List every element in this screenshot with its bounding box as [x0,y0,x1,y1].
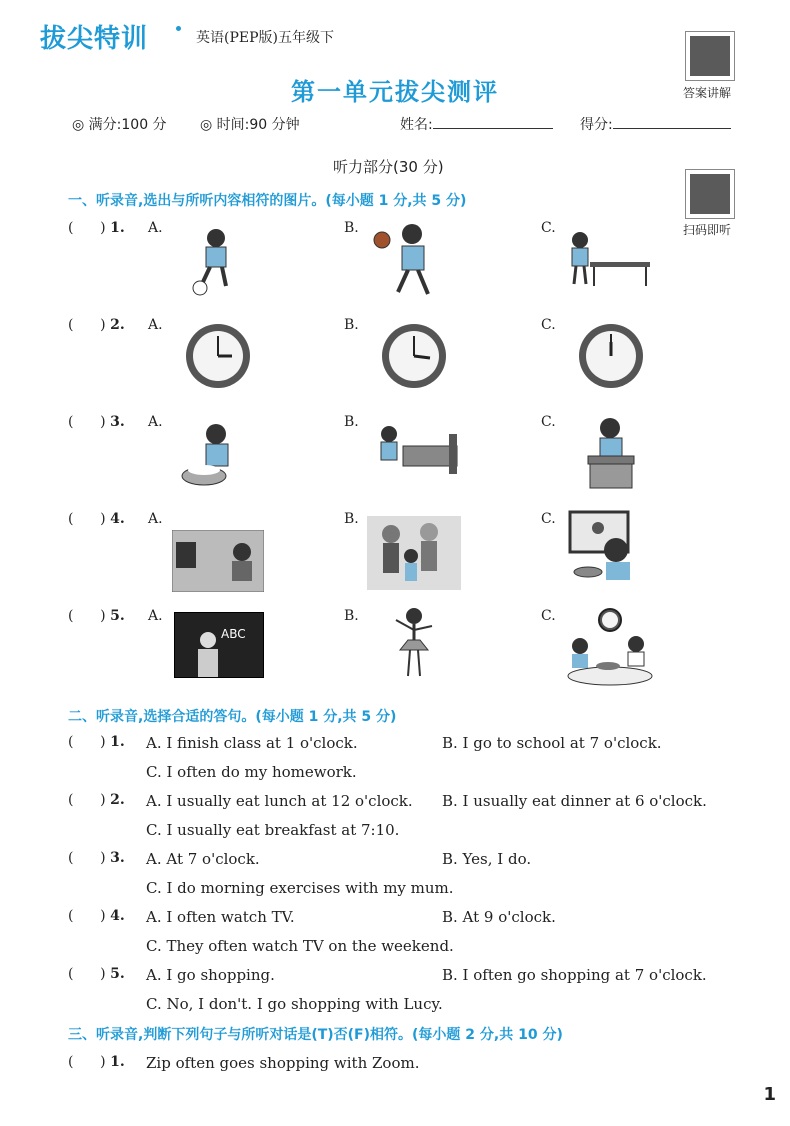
s2-q4-option-a: A. I often watch TV. [146,908,295,926]
s2-q4-option-b: B. At 9 o'clock. [442,908,556,926]
s2-q1-option-a: A. I finish class at 1 o'clock. [146,734,358,752]
brand-logo: 拔尖特训 [40,24,149,54]
boy-watching-tv-image [172,530,264,592]
s2-q3-option-b: B. Yes, I do. [442,850,532,868]
boy-basketball-image [372,222,442,298]
listen-qr-code[interactable] [686,170,734,218]
s2-q4-number: ( ) 4. [68,908,125,924]
s1-q2-label-a: A. [148,317,163,333]
s2-q2-option-c: C. I usually eat breakfast at 7:10. [146,821,400,839]
clock-three-alt-image [380,322,448,390]
boy-making-bed-image [375,424,461,480]
family-walking-image [367,516,461,590]
s2-q5-number: ( ) 5. [68,966,125,982]
blackboard-text: ABC [221,627,246,641]
clock-three-image [184,322,252,390]
s1-q1-label-a: A. [148,220,163,236]
family-dinner-image [566,606,656,688]
s1-q4-label-c: C. [541,511,556,527]
teacher-blackboard-image [174,612,264,678]
s1-q5-label-b: B. [344,608,359,624]
s2-q3-number: ( ) 3. [68,850,125,866]
s1-q3-label-b: B. [344,414,359,430]
boy-eating-breakfast-image [566,510,638,586]
s2-q3-option-c: C. I do morning exercises with my mum. [146,879,454,897]
s1-q5-label-a: A. [148,608,163,624]
score-field[interactable] [580,114,731,134]
s2-q3-option-a: A. At 7 o'clock. [146,850,260,868]
section1-heading: 一、听录音,选出与所听内容相符的图片。(每小题 1 分,共 5 分) [68,193,467,209]
s2-q1-option-c: C. I often do my homework. [146,763,357,781]
s1-q2-number: ( ) 2. [68,317,125,333]
section2-heading: 二、听录音,选择合适的答句。(每小题 1 分,共 5 分) [68,709,397,725]
brand-dot [176,26,181,31]
clock-twelve-image [577,322,645,390]
s1-q5-number: ( ) 5. [68,608,125,624]
page-number: 1 [763,1084,776,1105]
girl-dancing-image [390,606,436,682]
section3-heading: 三、听录音,判断下列句子与所听对话是(T)否(F)相符。(每小题 2 分,共 10 分) [68,1027,563,1043]
s2-q2-number: ( ) 2. [68,792,125,808]
score-blank[interactable] [613,116,731,129]
name-blank[interactable] [433,116,553,129]
s1-q2-label-c: C. [541,317,556,333]
boy-soccer-image [190,226,242,296]
s2-q2-option-b: B. I usually eat dinner at 6 o'clock. [442,792,707,810]
page-title: 第一单元拔尖测评 [291,78,499,106]
s2-q2-option-a: A. I usually eat lunch at 12 o'clock. [146,792,413,810]
s1-q4-number: ( ) 4. [68,511,125,527]
s1-q1-label-c: C. [541,220,556,236]
full-score: ◎ 满分:100 分 [72,117,167,133]
s2-q1-number: ( ) 1. [68,734,125,750]
s2-q1-option-b: B. I go to school at 7 o'clock. [442,734,662,752]
listen-qr-label: 扫码即听 [683,223,732,237]
s1-q3-label-c: C. [541,414,556,430]
time-limit: ◎ 时间:90 分钟 [200,117,300,133]
s3-q1-text: Zip often goes shopping with Zoom. [146,1054,420,1072]
s1-q4-label-b: B. [344,511,359,527]
girl-washing-clothes-image [180,420,242,490]
s2-q5-option-c: C. No, I don't. I go shopping with Lucy. [146,995,443,1013]
score-label: 得分: [580,117,613,133]
listening-heading: 听力部分(30 分) [333,158,444,176]
boy-table-tennis-image [566,230,652,288]
s2-q5-option-b: B. I often go shopping at 7 o'clock. [442,966,707,984]
answer-qr-label: 答案讲解 [683,86,732,100]
s2-q5-option-a: A. I go shopping. [146,966,275,984]
s1-q5-label-c: C. [541,608,556,624]
girl-doing-homework-image [584,416,636,490]
subject-label: 英语(PEP版)五年级下 [196,30,334,46]
s1-q1-label-b: B. [344,220,359,236]
name-label: 姓名: [400,117,433,133]
s1-q3-number: ( ) 3. [68,414,125,430]
s1-q1-number: ( ) 1. [68,220,125,236]
s3-q1-number: ( ) 1. [68,1054,125,1070]
s1-q3-label-a: A. [148,414,163,430]
s1-q4-label-a: A. [148,511,163,527]
name-field[interactable] [400,114,553,134]
s1-q2-label-b: B. [344,317,359,333]
s2-q4-option-c: C. They often watch TV on the weekend. [146,937,454,955]
